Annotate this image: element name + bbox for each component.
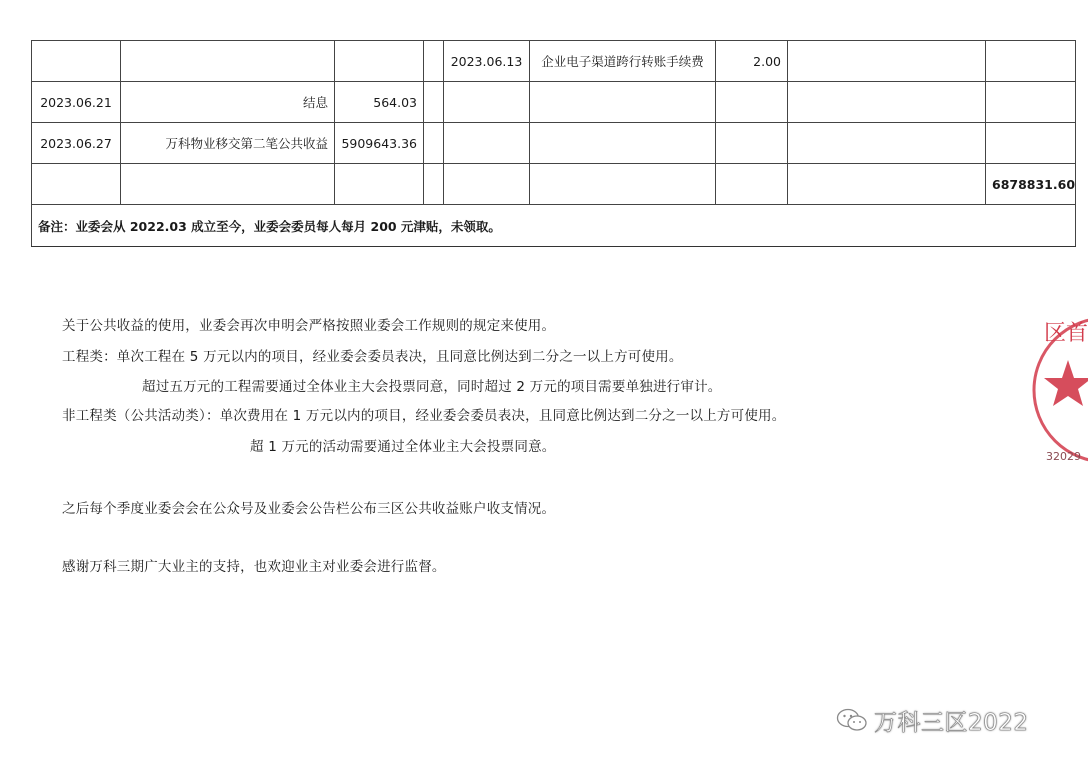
blank-cell	[788, 123, 986, 164]
expense-date	[444, 82, 530, 123]
table-row	[32, 164, 1076, 205]
engineering-rule-detail: 超过五万元的工程需要通过全体业主大会投票同意，同时超过 2 万元的项目需要单独进行审计。	[142, 379, 722, 395]
income-item	[121, 41, 335, 82]
balance	[986, 41, 1076, 82]
watermark	[836, 700, 1076, 740]
expense-item	[530, 164, 716, 205]
income-item: 万科物业移交第二笔公共收益	[121, 123, 335, 164]
engineering-rule: 工程类：单次工程在 5 万元以内的项目，经业委会委员表决，且同意比例达到二分之一以上方可使用。	[62, 349, 683, 365]
expense-amount	[716, 82, 788, 123]
separator-cell	[424, 123, 444, 164]
income-amount: 5909643.36	[335, 123, 424, 164]
blank-cell	[788, 82, 986, 123]
table-row	[32, 82, 1076, 123]
balance-total: 6878831.60	[986, 164, 1076, 205]
non-engineering-rule-detail: 超 1 万元的活动需要通过全体业主大会投票同意。	[250, 439, 556, 455]
expense-amount	[716, 123, 788, 164]
income-date	[32, 41, 121, 82]
note-text: 备注：业委会从 2022.03 成立至今，业委会委员每人每月 200 元津贴，未领取。	[32, 205, 1076, 247]
income-amount	[335, 164, 424, 205]
usage-statement: 关于公共收益的使用，业委会再次申明会严格按照业委会工作规则的规定来使用。	[62, 318, 556, 334]
income-date: 2023.06.21	[32, 82, 121, 123]
income-amount	[335, 41, 424, 82]
closing-thanks: 感谢万科三期广大业主的支持，也欢迎业主对业委会进行监督。	[62, 559, 446, 575]
balance	[986, 123, 1076, 164]
table-row	[32, 41, 1076, 82]
blank-cell	[788, 41, 986, 82]
expense-item	[530, 82, 716, 123]
expense-date	[444, 123, 530, 164]
income-amount: 564.03	[335, 82, 424, 123]
expense-item: 企业电子渠道跨行转账手续费	[530, 41, 716, 82]
note-row	[32, 205, 1076, 247]
expense-item	[530, 123, 716, 164]
ledger-table	[31, 40, 1076, 247]
wechat-icon	[836, 707, 868, 733]
separator-cell	[424, 164, 444, 205]
non-engineering-rule: 非工程类（公共活动类）：单次费用在 1 万元以内的项目，经业委会委员表决，且同意比例达到二分之一以上方可使用。	[62, 408, 786, 424]
watermark-text: 万科三区2022	[874, 709, 1029, 736]
income-date: 2023.06.27	[32, 123, 121, 164]
blank-cell	[788, 164, 986, 205]
table-row	[32, 123, 1076, 164]
seal-text: 区首	[1044, 321, 1088, 346]
expense-date: 2023.06.13	[444, 41, 530, 82]
income-date	[32, 164, 121, 205]
expense-amount	[716, 164, 788, 205]
balance	[986, 82, 1076, 123]
income-item: 结息	[121, 82, 335, 123]
official-seal	[1028, 300, 1088, 500]
separator-cell	[424, 41, 444, 82]
expense-date	[444, 164, 530, 205]
separator-cell	[424, 82, 444, 123]
income-item	[121, 164, 335, 205]
quarterly-disclosure: 之后每个季度业委会会在公众号及业委会公告栏公布三区公共收益账户收支情况。	[62, 501, 556, 517]
expense-amount: 2.00	[716, 41, 788, 82]
seal-number: 32029	[1046, 450, 1081, 463]
